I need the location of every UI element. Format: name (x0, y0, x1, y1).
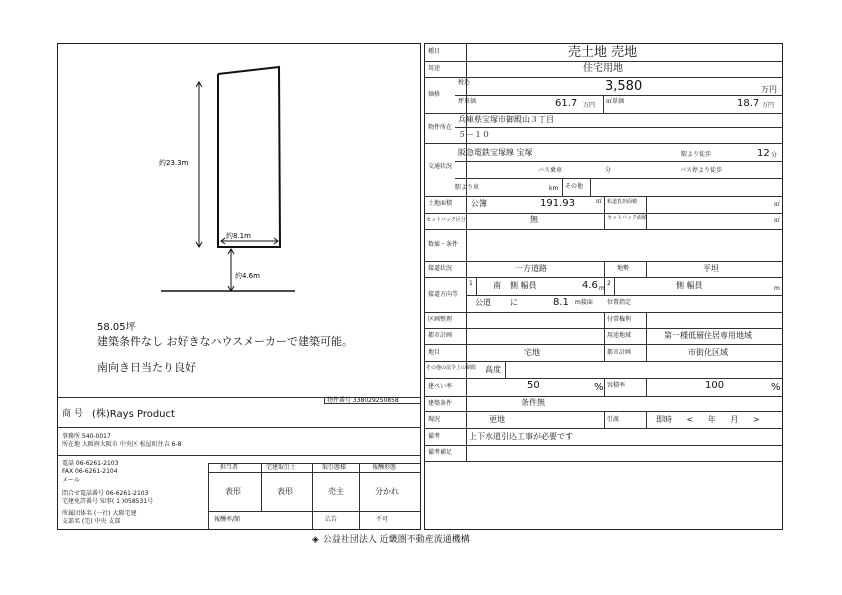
contact-unit: m接面 (575, 299, 593, 306)
address-line: 所在地 大阪府大阪市 中央区 松屋町住吉 6-8 (62, 441, 182, 448)
handover-label: 引渡 (607, 416, 620, 423)
road2-number: 2 (607, 280, 611, 287)
label-price: 価格 (428, 91, 441, 98)
frontage-label: 約8.1m (226, 232, 251, 240)
org-logo-icon: ◈ (312, 535, 319, 545)
lot-diagram (57, 43, 421, 313)
label-bcr: 建ぺい率 (428, 383, 453, 390)
bus-label: バス乗車 (538, 167, 563, 174)
sqm-unit: 万円 (762, 102, 775, 109)
label-area: 土地面積 (428, 200, 453, 207)
label-status: 現況 (428, 416, 441, 423)
tsubo-unit: 万円 (583, 102, 596, 109)
bcr-percent: % (594, 382, 604, 393)
far-percent: % (771, 382, 781, 393)
road-label: 約4.6m (235, 272, 260, 280)
listing-title: 売土地 売地 (568, 45, 638, 60)
use-value: 住宅用地 (583, 63, 623, 74)
building-condition-value: 条件無 (521, 398, 545, 407)
label-access: 接道状況 (428, 265, 453, 272)
tsubo-label: 坪単価 (458, 98, 477, 105)
far-label: 容積率 (607, 382, 626, 389)
bus-unit: 分 (605, 167, 612, 174)
label-setback: セットバック区分 (426, 217, 466, 223)
label-location: 物件所在 (428, 124, 453, 131)
bcr-value: 50 (527, 380, 540, 391)
branch-line: 支部名 (宅) 中央 支部 (62, 518, 121, 525)
walk-label: 駅より徒歩 (681, 151, 712, 158)
designation-label: 位置指定 (607, 299, 632, 306)
label-notes: 数値・条件 (428, 241, 459, 248)
label-supplement: 備考補足 (428, 449, 453, 456)
road2-unit: m (774, 285, 780, 292)
zoning-value: 第一種低層住居専用地域 (664, 331, 752, 340)
road1-direction: 南 (493, 281, 501, 290)
remarks-value: 上下水道引込工事が必要です (469, 432, 573, 441)
area-unit: ㎡ (596, 198, 603, 205)
status-value: 更地 (489, 415, 505, 424)
company-label: 商 号 (62, 409, 83, 419)
label-bldg: 建築条件 (428, 400, 453, 407)
depth-label: 約23.3m (159, 159, 189, 167)
label-direction: 接道方向等 (428, 291, 459, 298)
price-tax-label: 税込 (458, 79, 471, 86)
road1-side: 側 幅員 (510, 281, 537, 290)
note-condition: 建築条件なし お好きなハウスメーカーで建築可能。 (97, 335, 353, 348)
office-line: 事務所 540-0017 (62, 433, 111, 440)
tsubo-price: 61.7 (555, 98, 578, 109)
footer-org-text: 公益社団法人 近畿圏不動産流通機構 (322, 535, 470, 545)
license-line: 宅建免許番号 知事( 1 )058531号 (62, 498, 154, 505)
sqm-price: 18.7 (737, 98, 760, 109)
road1-number: 1 (469, 280, 473, 287)
footer-org (312, 536, 470, 545)
role-value-fee: 分かれ (375, 487, 399, 496)
handover-value: 即時 < 年 月 > (656, 415, 760, 424)
urban-value: 市街化区域 (688, 348, 728, 357)
note-sunlight: 南向き日当たり良好 (97, 361, 196, 374)
terrain-value: 平坦 (703, 264, 719, 273)
terrain-label: 地勢 (617, 265, 630, 272)
sqm-label: ㎡単価 (606, 98, 625, 105)
other-restriction-value: 高度 (485, 365, 501, 374)
road2-side: 側 幅員 (676, 281, 703, 290)
urban-label: 都市計画 (607, 349, 632, 356)
label-urban: 都市計画 (428, 332, 453, 339)
area-kind: 公簿 (471, 199, 487, 208)
role-value-broker: 表形 (277, 487, 293, 496)
label-land-adjust: 区画整理 (428, 316, 453, 323)
role-value-staff: 表形 (225, 487, 241, 496)
role-header-staff: 担当者 (220, 464, 239, 471)
station-label: 駅より車 (455, 184, 480, 191)
walk-unit: 分 (771, 152, 778, 159)
contact-label: に (510, 298, 518, 307)
area-value: 191.93 (540, 198, 575, 209)
role-header-broker: 宅建取引士 (266, 464, 297, 471)
grant-label: 付帯権利 (607, 316, 632, 323)
contact-width: 8.1 (553, 297, 569, 308)
ad-label: 広告 (325, 516, 338, 523)
private-road-unit: ㎡ (774, 201, 781, 208)
inquiry-line: 問合せ電話番号 06-6261-2103 (62, 490, 149, 497)
public-road-label: 公道 (475, 298, 491, 307)
label-land-cat: 地目 (428, 349, 441, 356)
role-value-mode: 売主 (328, 487, 344, 496)
label-other: その他の法令上の制限 (426, 365, 477, 371)
km-label: km (549, 185, 559, 192)
label-use: 用途 (428, 65, 441, 72)
far-value: 100 (705, 380, 725, 391)
association-line: 所属団体名 (一社) 大阪宅建 (62, 510, 137, 517)
walk-minutes: 12 (757, 148, 770, 159)
company-name: (株)Rays Product (92, 409, 175, 420)
label-remarks: 備考 (428, 433, 441, 440)
mail-line: メール (62, 477, 80, 484)
price-value: 3,580 (605, 79, 643, 94)
road1-width: 4.6 (582, 280, 598, 291)
line-station: 阪急電鉄宝塚線 宝塚 (458, 148, 533, 157)
tel-line: 電話 06-6261-2103 (62, 460, 119, 467)
label-kind: 種目 (428, 48, 441, 55)
land-category-value: 宅地 (524, 348, 540, 357)
price-unit: 万円 (761, 85, 777, 94)
setback-area-unit: ㎡ (774, 217, 781, 224)
note-area: 58.05坪 (97, 322, 136, 333)
road1-unit: m (599, 285, 605, 292)
private-road-label: 私道負担面積 (607, 199, 638, 205)
address-line-1: 兵庫県宝塚市御殿山３丁目 (458, 115, 554, 124)
address-line-2: ５－１０ (458, 130, 490, 139)
label-transport: 交通状況 (428, 163, 453, 170)
setback-value: 無 (530, 215, 538, 224)
role-header-fee: 報酬形態 (372, 464, 397, 471)
role-header-mode: 取引態様 (322, 464, 347, 471)
zoning-label: 用途地域 (607, 332, 632, 339)
other-label: その他 (565, 183, 584, 190)
ad-value: 不可 (376, 516, 389, 523)
access-value: 一方道路 (515, 264, 547, 273)
lot-outline (218, 67, 280, 247)
registration-number: 物件番号 3380292S0858 (327, 397, 399, 404)
fax-line: FAX 06-6261-2104 (62, 468, 118, 475)
bus-stop-label: バス停より徒歩 (680, 167, 723, 174)
setback-area-label: セットバック面積 (607, 215, 647, 221)
fee-rate-label: 報酬率/額 (214, 516, 241, 523)
